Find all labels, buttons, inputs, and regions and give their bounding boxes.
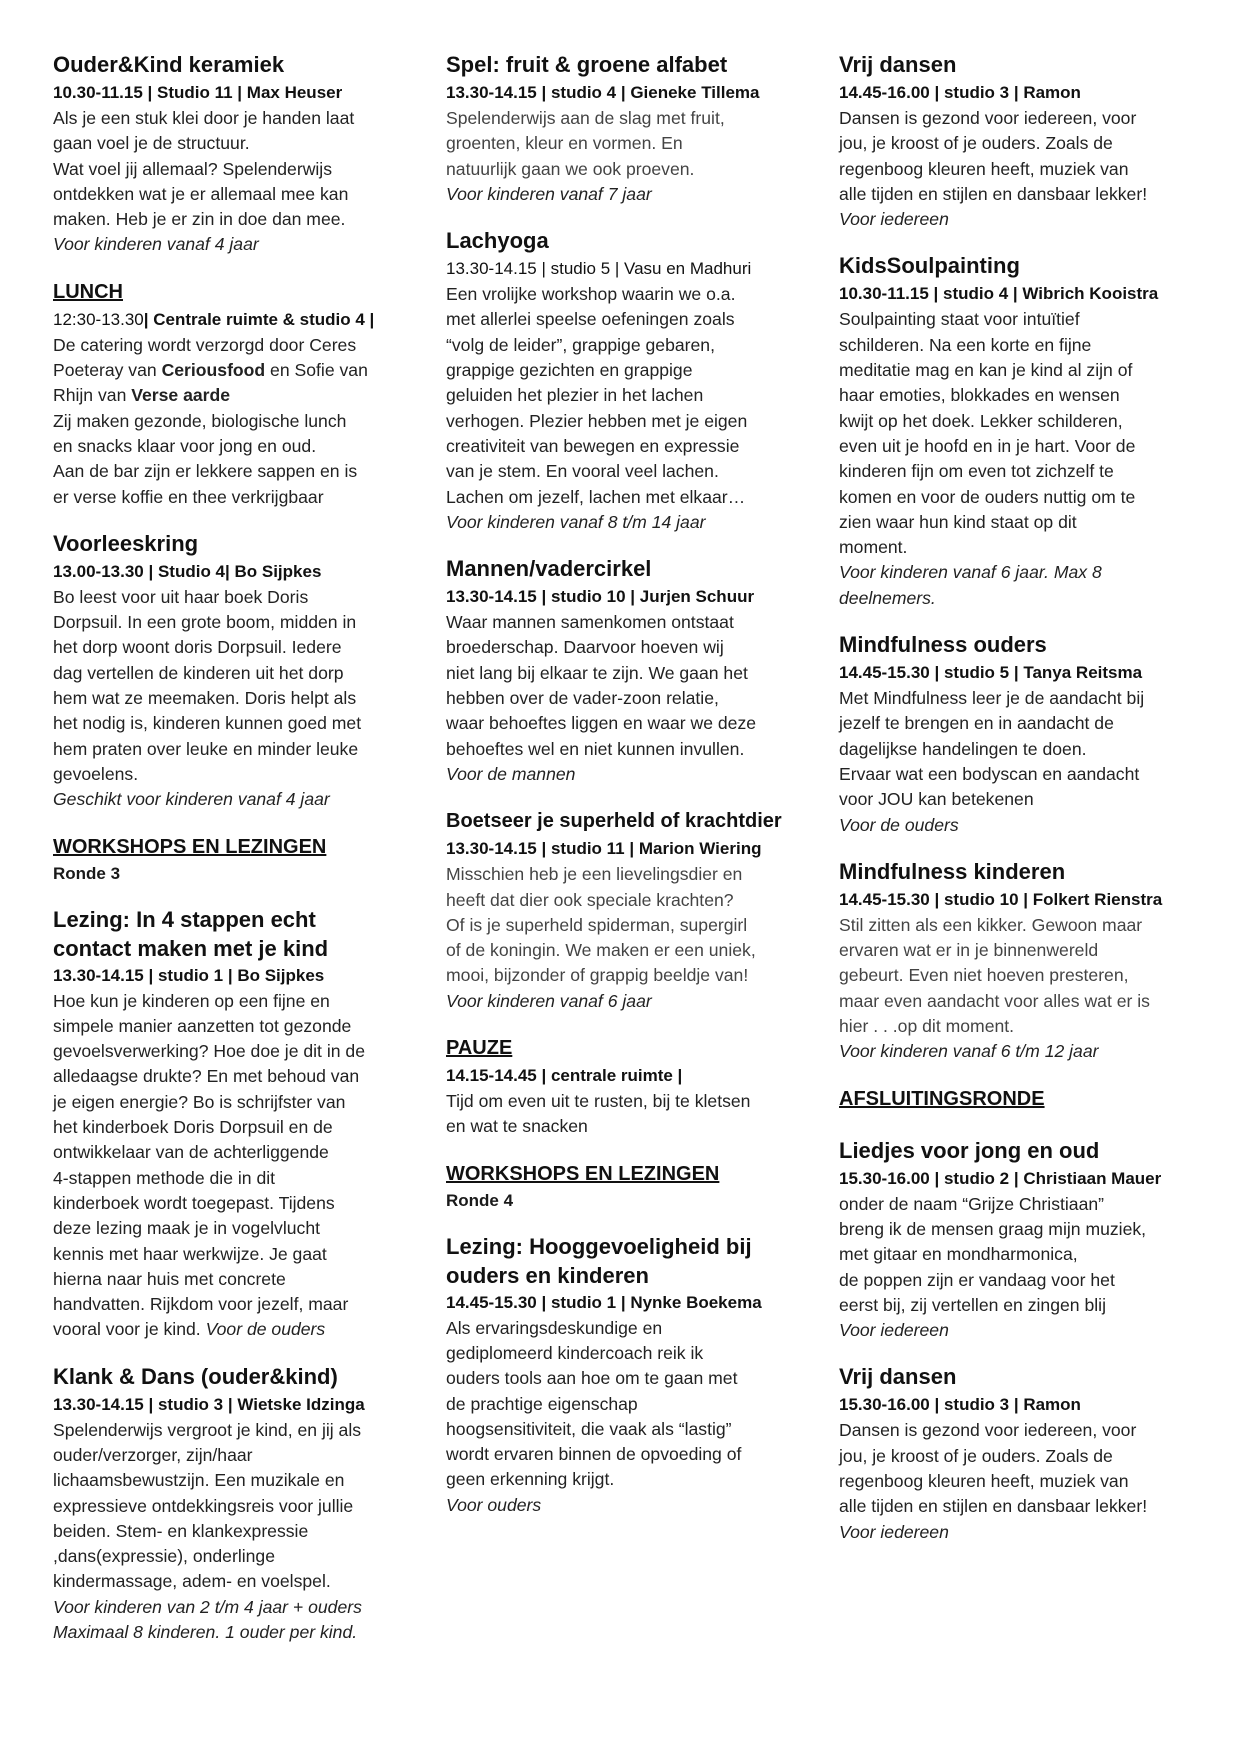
item-description: Een vrolijke workshop waarin we o.a. met allerlei speelse oefeningen zoals “volg de leider”, grappige gebaren, grappige gezichten en grappige geluiden het plezier in het lachen verhogen. Plezier hebben met je eigen creativiteit van bewegen en expressie van je stem. En vooral veel lachen. Lachen om jezelf, lachen met elkaar… <box>446 284 748 507</box>
item-time: 12:30-13.30 <box>53 309 144 329</box>
item-description: Als ervaringsdeskundige en gediplomeerd kindercoach reik ik ouders tools aan hoe om te gaan met de prachtige eigenschap hoogsensitiviteit, die vaak als “lastig” wordt ervaren binnen de opvoeding of geen erkenning krijgt. <box>446 1317 742 1490</box>
program-item-vrij-dansen-2 <box>839 1362 1184 1544</box>
item-title: Voorleeskring <box>53 530 199 556</box>
program-item-mindfulness-ouders <box>839 630 1184 838</box>
item-audience: Voor ouders <box>446 1494 542 1515</box>
program-item-pauze <box>446 1033 791 1140</box>
description-part: De catering wordt verzorgd door Ceres Poeteray van <box>53 334 357 381</box>
item-audience: Voor de mannen <box>446 763 576 784</box>
item-audience: Voor kinderen vanaf 6 jaar <box>446 990 652 1011</box>
item-description: Waar mannen samenkomen ontstaat broederschap. Daarvoor hoeven wij niet lang bij elkaar te zijn. We gaan het hebben over de vader-zoon relatie, waar behoeftes liggen en waar we deze behoeftes wel en niet kunnen invullen. <box>446 612 757 759</box>
section-heading: AFSLUITINGSRONDE <box>839 1087 1045 1110</box>
item-meta: 14.45-15.30 | studio 10 | Folkert Rienstra <box>839 889 1163 909</box>
section-heading: LUNCH <box>53 280 123 303</box>
column-middle <box>446 50 791 1537</box>
item-title: Boetseer je superheld of krachtdier <box>446 810 782 833</box>
item-description <box>53 989 398 1343</box>
section-subheading: Ronde 4 <box>446 1190 514 1210</box>
item-meta: 14.15-14.45 | centrale ruimte | <box>446 1066 683 1086</box>
item-meta: 14.45-16.00 | studio 3 | Ramon <box>839 83 1081 102</box>
column-right <box>839 50 1184 1564</box>
description-text: Hoe kun je kinderen op een fijne en simpele manier aanzetten tot gezonde gevoelsverwerking? Hoe doe je dit in de alledaagse drukte? En met behoud van je eigen energie? Bo is schrijfster van het kinderboek Doris Dorpsuil en de ontwikkelaar van de achterliggende 4-stappen methode die in dit kinderboek wordt toegepast. Tijdens deze lezing maak je in vogelvlucht kennis met haar werkwijze. Je gaat hierna naar huis met concrete handvatten. Rijkdom voor jezelf, maar vooral voor je kind. <box>53 990 365 1340</box>
item-description: Soulpainting staat voor intuïtief schilderen. Na een korte en fijne meditatie mag en kan je kind al zijn of haar emoties, blokkades en wensen kwijt op het doek. Lekker schilderen, even uit je hoofd en in je hart. Voor de kinderen fijn om even tot zichzelf te komen en voor de ouders nuttig om te zien waar hun kind staat op dit moment. <box>839 309 1136 558</box>
item-audience: Voor kinderen vanaf 8 t/m 14 jaar <box>446 511 706 532</box>
item-audience: Voor iedereen <box>839 1320 949 1341</box>
program-item-voorleeskring <box>53 529 398 813</box>
item-title: Mannen/vadercirkel <box>446 556 652 582</box>
program-item-ouderkind-keramiek <box>53 50 398 258</box>
item-title: Klank & Dans (ouder&kind) <box>53 1363 338 1389</box>
program-item-lezing-hooggevoeligheid <box>446 1232 791 1518</box>
item-audience: Geschikt voor kinderen vanaf 4 jaar <box>53 789 330 810</box>
item-audience: Voor kinderen vanaf 4 jaar <box>53 234 259 255</box>
section-workshops-ronde-4 <box>446 1159 791 1213</box>
program-item-mindfulness-kinderen <box>839 857 1184 1065</box>
item-meta: 13.30-14.15 | studio 11 | Marion Wiering <box>446 839 762 859</box>
item-description: Als je een stuk klei door je handen laat gaan voel je de structuur. Wat voel jij allemaal? Spelenderwijs ontdekken wat je er allemaal mee kan maken. Heb je er zin in doe dan mee. <box>53 108 355 230</box>
description-part: en Sofie van Rhijn van <box>53 360 368 406</box>
program-item-liedjes <box>839 1136 1184 1344</box>
item-meta: 10.30-11.15 | studio 4 | Wibrich Kooistra <box>839 284 1159 304</box>
item-audience: Voor kinderen van 2 t/m 4 jaar + ouders Maximaal 8 kinderen. 1 ouder per kind. <box>53 1596 362 1643</box>
item-meta: 13.30-14.15 | studio 5 | Vasu en Madhuri <box>446 259 752 279</box>
item-meta <box>53 307 398 333</box>
item-audience: Voor kinderen vanaf 6 t/m 12 jaar <box>839 1041 1099 1062</box>
item-title: Ouder&Kind keramiek <box>53 52 285 77</box>
item-description: Bo leest voor uit haar boek Doris Dorpsuil. In een grote boom, midden in het dorp woont doris Dorpsuil. Iedere dag vertellen de kinderen uit het dorp hem wat ze meemaken. Doris helpt als het nodig is, kinderen kunnen goed met hem praten over leuke en minder leuke gevoelens. <box>53 586 362 784</box>
item-description: Tijd om even uit te rusten, bij te kletsen en wat te snacken <box>446 1091 751 1137</box>
section-workshops-ronde-3 <box>53 832 398 886</box>
item-title: Spel: fruit & groene alfabet <box>446 52 728 77</box>
item-meta: 15.30-16.00 | studio 3 | Ramon <box>839 1395 1081 1415</box>
item-audience: Voor kinderen vanaf 6 jaar. Max 8 deelnemers. <box>839 562 1102 608</box>
item-title: KidsSoulpainting <box>839 253 1020 279</box>
column-left <box>53 50 398 1664</box>
section-heading: WORKSHOPS EN LEZINGEN <box>446 1162 720 1185</box>
item-description <box>53 333 398 510</box>
item-meta: 13.30-14.15 | studio 4 | Gieneke Tillema <box>446 83 760 102</box>
item-meta: 13.30-14.15 | studio 3 | Wietske Idzinga <box>53 1394 365 1414</box>
program-item-kidssoulpainting <box>839 251 1184 611</box>
item-audience: Voor kinderen vanaf 7 jaar <box>446 183 652 204</box>
description-part: Zij maken gezonde, biologische lunch en snacks klaar voor jong en oud. Aan de bar zijn er lekkere sappen en is er verse koffie en thee verkrijgbaar <box>53 410 358 507</box>
item-meta: 15.30-16.00 | studio 2 | Christiaan Mauer <box>839 1168 1162 1188</box>
caterer-name: Ceriousfood <box>161 360 266 381</box>
program-item-lachyoga <box>446 226 791 535</box>
section-afsluitingsronde <box>839 1084 1184 1114</box>
program-item-spel-fruit <box>446 50 791 207</box>
item-audience: Voor de ouders <box>205 1319 326 1340</box>
program-item-lunch <box>53 277 398 510</box>
item-title: Vrij dansen <box>839 52 957 77</box>
item-title: Lezing: In 4 stappen echt contact maken met je kind <box>53 906 329 961</box>
item-description: Spelenderwijs aan de slag met fruit, groenten, kleur en vormen. En natuurlijk gaan we ook proeven. <box>446 108 725 179</box>
program-item-vrij-dansen-1 <box>839 50 1184 232</box>
program-item-lezing-4-stappen <box>53 905 398 1343</box>
program-item-boetseer <box>446 806 791 1014</box>
caterer-name: Verse aarde <box>131 385 231 406</box>
item-title: Liedjes voor jong en oud <box>839 1137 1100 1163</box>
item-title: Vrij dansen <box>839 1364 957 1390</box>
section-heading: PAUZE <box>446 1037 513 1060</box>
item-description: Spelenderwijs vergroot je kind, en jij als ouder/verzorger, zijn/haar lichaamsbewustzijn. Een muzikale en expressieve ontdekkingsreis voor jullie beiden. Stem- en klankexpressie ,dans(expressie), onderlinge kindermassage, adem- en voelspel. <box>53 1419 362 1592</box>
item-audience: Voor de ouders <box>839 814 959 835</box>
item-audience: Voor iedereen <box>839 1521 949 1542</box>
item-title: Mindfulness kinderen <box>839 858 1066 884</box>
item-description: onder de naam “Grijze Christiaan” breng ik de mensen graag mijn muziek, met gitaar en mondharmonica, de poppen zijn er vandaag voor het eerst bij, zij vertellen en zingen blij <box>839 1193 1147 1315</box>
item-description: Misschien heb je een lievelingsdier en heeft dat dier ook speciale krachten? Of is je superheld spiderman, supergirl of de koningin. We maken er een uniek, mooi, bijzonder of grappig beeldje van! <box>446 864 756 986</box>
item-meta: 13.30-14.15 | studio 1 | Bo Sijpkes <box>53 965 325 985</box>
item-title: Lachyoga <box>446 228 549 254</box>
item-meta: 13.30-14.15 | studio 10 | Jurjen Schuur <box>446 587 755 607</box>
item-description: Dansen is gezond voor iedereen, voor jou, je kroost of je ouders. Zoals de regenboog kleuren heeft, muziek van alle tijden en stijlen en dansbaar lekker! <box>839 1420 1148 1517</box>
item-meta: 14.45-15.30 | studio 1 | Nynke Boekema <box>446 1292 762 1312</box>
item-description: Dansen is gezond voor iedereen, voor jou, je kroost of je ouders. Zoals de regenboog kleuren heeft, muziek van alle tijden en stijlen en dansbaar lekker! <box>839 108 1148 204</box>
item-title: Lezing: Hooggevoeligheid bij ouders en kinderen <box>446 1233 752 1288</box>
section-heading: WORKSHOPS EN LEZINGEN <box>53 835 327 858</box>
item-description: Met Mindfulness leer je de aandacht bij jezelf te brengen en in aandacht de dagelijkse handelingen te doen. Ervaar wat een bodyscan en aandacht voor JOU kan betekenen <box>839 688 1145 810</box>
section-subheading: Ronde 3 <box>53 863 121 883</box>
item-description: Stil zitten als een kikker. Gewoon maar ervaren wat er in je binnenwereld gebeurt. Even niet hoeven presteren, maar even aandacht voor alles wat er is hier . . .op dit moment. <box>839 914 1150 1037</box>
item-title: Mindfulness ouders <box>839 632 1047 658</box>
program-item-klank-dans <box>53 1362 398 1646</box>
program-item-mannen-vadercirkel <box>446 554 791 787</box>
item-audience: Voor iedereen <box>839 209 949 230</box>
item-meta: 13.00-13.30 | Studio 4| Bo Sijpkes <box>53 561 322 581</box>
item-meta: 10.30-11.15 | Studio 11 | Max Heuser <box>53 83 343 102</box>
item-meta: 14.45-15.30 | studio 5 | Tanya Reitsma <box>839 663 1143 683</box>
item-location: | Centrale ruimte & studio 4 | <box>143 309 375 329</box>
